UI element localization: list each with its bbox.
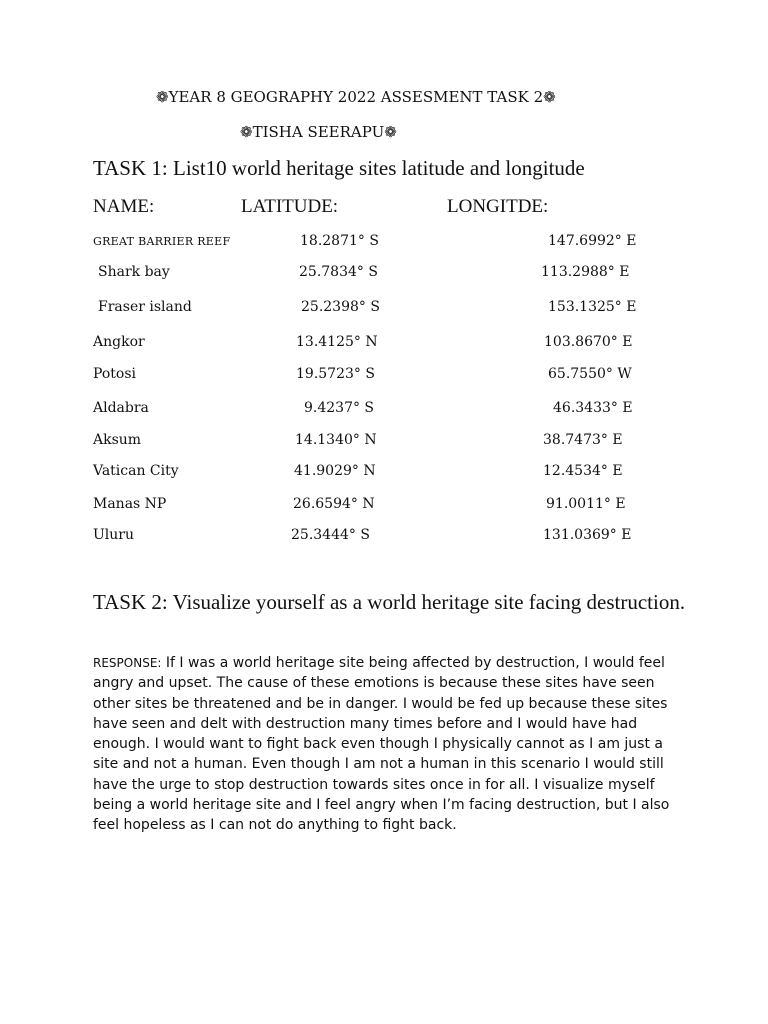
site-name: Shark bay xyxy=(98,264,170,280)
site-latitude: 41.9029° N xyxy=(294,463,376,479)
site-longitude: 12.4534° E xyxy=(543,463,623,479)
column-header-longitude: LONGITDE: xyxy=(447,196,549,217)
site-latitude: 18.2871° S xyxy=(300,233,379,249)
response-label: RESPONSE: xyxy=(93,656,162,670)
site-latitude: 9.4237° S xyxy=(304,400,375,416)
site-name: Vatican City xyxy=(93,463,179,479)
column-header-name: NAME: xyxy=(93,196,155,217)
site-latitude: 14.1340° N xyxy=(295,432,377,448)
site-longitude: 153.1325° E xyxy=(548,299,637,315)
response-text: If I was a world heritage site being affected by destruction, I would feel angry and upset. The cause of these emotions is because these sites have seen other sites be threatened and be in danger. I would be fed up because these sites have seen and delt with destruction many times before and I would have had enough. I would want to fight back even though I physically cannot as I am just a site and not a human. Even though I am not a human in this scenario I would still have the urge to stop destruction towards sites once in for all. I visualize myself being a world heritage site and I feel angry when I’m facing destruction, but I also feel hopeless as I can not do anything to fight back. xyxy=(93,655,670,834)
site-name: Aldabra xyxy=(93,400,149,416)
site-latitude: 25.2398° S xyxy=(301,299,380,315)
site-longitude: 113.2988° E xyxy=(541,264,630,280)
site-longitude: 46.3433° E xyxy=(553,400,633,416)
site-name: GREAT BARRIER REEF xyxy=(93,235,231,248)
site-latitude: 26.6594° N xyxy=(293,496,375,512)
site-longitude: 103.8670° E xyxy=(544,334,633,350)
response-paragraph xyxy=(93,653,683,836)
site-longitude: 38.7473° E xyxy=(543,432,623,448)
site-name: Angkor xyxy=(93,334,145,350)
site-latitude: 25.7834° S xyxy=(299,264,378,280)
document-title: ❁YEAR 8 GEOGRAPHY 2022 ASSESMENT TASK 2❁ xyxy=(156,88,556,106)
site-longitude: 91.0011° E xyxy=(546,496,626,512)
author-name: ❁TISHA SEERAPU❁ xyxy=(240,123,397,141)
site-name: Fraser island xyxy=(98,299,192,315)
site-longitude: 147.6992° E xyxy=(548,233,637,249)
site-latitude: 25.3444° S xyxy=(291,527,370,543)
site-latitude: 19.5723° S xyxy=(296,366,375,382)
task1-heading: TASK 1: List10 world heritage sites latitude and longitude xyxy=(93,156,585,180)
task2-heading: TASK 2: Visualize yourself as a world heritage site facing destruction. xyxy=(93,590,686,614)
site-name: Uluru xyxy=(93,527,135,543)
site-longitude: 65.7550° W xyxy=(548,366,632,382)
site-name: Potosi xyxy=(93,366,136,382)
column-header-latitude: LATITUDE: xyxy=(241,196,339,217)
site-name: Manas NP xyxy=(93,496,167,512)
site-longitude: 131.0369° E xyxy=(543,527,632,543)
site-name: Aksum xyxy=(93,432,142,448)
site-latitude: 13.4125° N xyxy=(296,334,378,350)
